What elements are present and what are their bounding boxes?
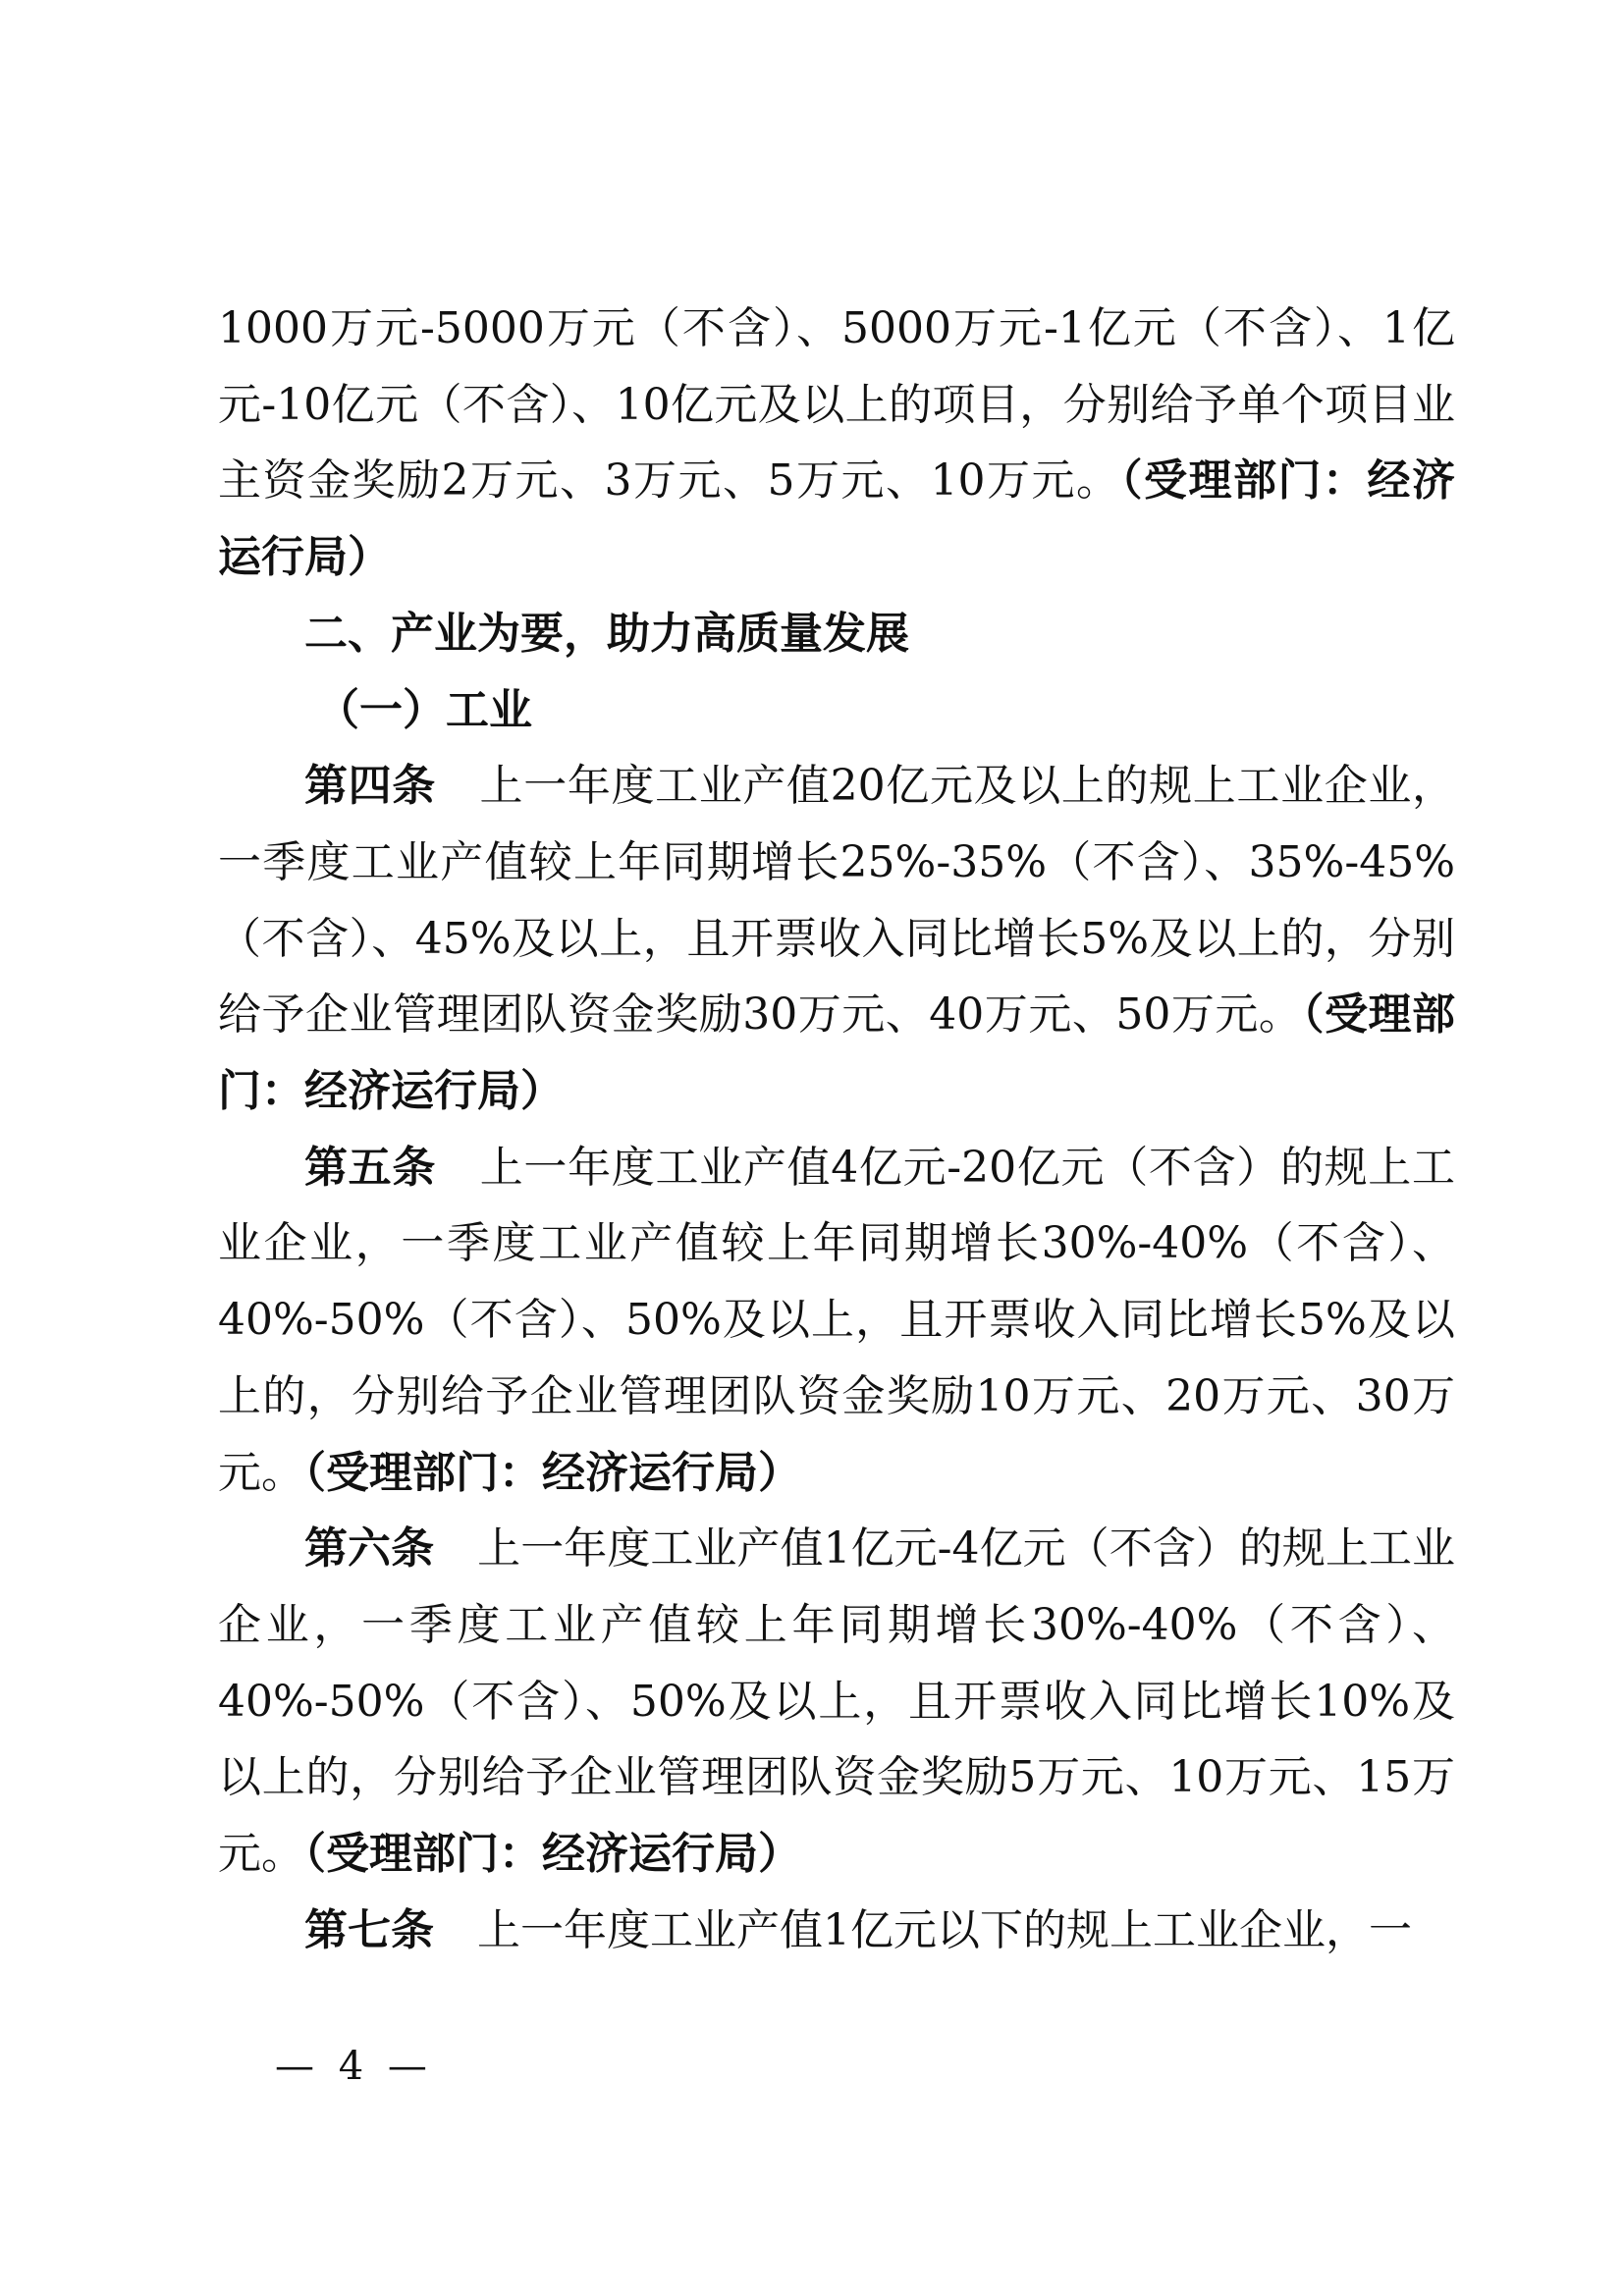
paragraph-text: 1000万元-5000万元（不含）、5000万元-1亿元（不含）、1亿元-10亿元（不含）、10亿元及以上的项目，分别给予单个项目业主资金奖励2万元、3万元、5万元、10万元。 [218, 303, 1455, 507]
document-body [218, 291, 1455, 1968]
article-7 [218, 1893, 1455, 1969]
article-label: 第四条 [304, 761, 436, 812]
department-note: （受理部门：经济运行局） [218, 989, 1455, 1117]
section-heading: 二、产业为要，助力高质量发展 [304, 608, 909, 659]
subsection-heading: （一）工业 [316, 684, 532, 735]
department-note: （受理部门：经济运行局） [304, 1829, 801, 1880]
article-6 [218, 1511, 1455, 1893]
article-text: 上一年度工业产值4亿元-20亿元（不含）的规上工业企业，一季度工业产值较上年同期增长30%-40%（不含）、40%-50%（不含）、50%及以上，且开票收入同比增长5%及以上的，分别给予企业管理团队资金奖励10万元、20万元、30万元。 [218, 1142, 1455, 1498]
page-number: — 4 — [275, 2044, 433, 2089]
department-note: （受理部门：经济运行局） [304, 1447, 801, 1498]
paragraph-continuation [218, 291, 1455, 596]
article-text: 上一年度工业产值1亿元以下的规上工业企业，一 [477, 1904, 1412, 1955]
article-5 [218, 1130, 1455, 1512]
article-label: 第五条 [304, 1142, 437, 1193]
article-label: 第六条 [304, 1523, 435, 1575]
article-label: 第七条 [304, 1904, 434, 1955]
article-4 [218, 748, 1455, 1130]
article-text: 上一年度工业产值1亿元-4亿元（不含）的规上工业企业，一季度工业产值较上年同期增长30%-40%（不含）、40%-50%（不含）、50%及以上，且开票收入同比增长10%及以上的，分别给予企业管理团队资金奖励5万元、10万元、15万元。 [218, 1523, 1456, 1880]
department-note: （受理部门：经济运行局） [218, 455, 1455, 583]
article-text: 上一年度工业产值20亿元及以上的规上工业企业，一季度工业产值较上年同期增长25%-35%（不含）、35%-45%（不含）、45%及以上，且开票收入同比增长5%及以上的，分别给予企业管理团队资金奖励30万元、40万元、50万元。 [218, 761, 1455, 1041]
